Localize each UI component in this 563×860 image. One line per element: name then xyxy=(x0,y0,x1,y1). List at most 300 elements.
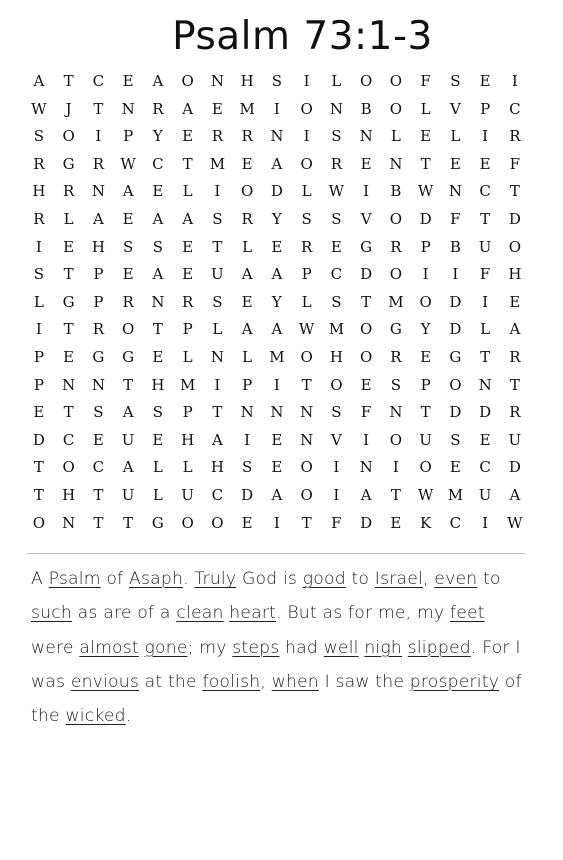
passage-text: . xyxy=(125,706,132,727)
grid-letter: R xyxy=(390,347,402,366)
grid-letter: S xyxy=(93,403,104,422)
grid-letter: D xyxy=(360,265,373,284)
passage-text: A xyxy=(31,569,49,589)
grid-letter: H xyxy=(210,458,224,477)
grid-letter: S xyxy=(331,403,342,422)
grid-letter: E xyxy=(122,265,134,284)
grid-letter: I xyxy=(363,430,370,449)
passage-text: I saw the xyxy=(318,671,410,692)
grid-letter: E xyxy=(152,182,164,201)
passage-text: . But as for me, my xyxy=(276,603,450,624)
grid-letter: T xyxy=(509,182,520,201)
grid-letter: C xyxy=(330,265,343,284)
grid-letter: R xyxy=(241,209,253,228)
passage-text: as are of a xyxy=(72,603,177,624)
grid-letter: I xyxy=(95,127,102,146)
grid-letter: I xyxy=(422,265,429,284)
search-word: well xyxy=(323,637,359,658)
grid-letter: L xyxy=(63,209,74,228)
search-word: steps xyxy=(232,637,280,658)
grid-letter: A xyxy=(509,320,521,339)
grid-letter: V xyxy=(449,99,461,118)
grid-letter: E xyxy=(92,430,104,449)
grid-letter: G xyxy=(389,320,402,339)
grid-letter: E xyxy=(241,292,253,311)
grid-letter: E xyxy=(241,154,253,173)
grid-letter: A xyxy=(271,320,283,339)
grid-letter: S xyxy=(331,209,342,228)
grid-letter: I xyxy=(273,99,280,118)
grid-letter: S xyxy=(301,209,312,228)
grid-letter: A xyxy=(152,265,164,284)
search-word: gone xyxy=(144,637,188,658)
scripture-passage xyxy=(31,562,531,733)
grid-letter: N xyxy=(91,375,105,394)
grid-letter: S xyxy=(241,458,253,477)
grid-letter: Y xyxy=(271,292,282,311)
grid-letter: K xyxy=(420,513,432,532)
grid-letter: E xyxy=(420,347,432,366)
grid-letter: E xyxy=(360,154,372,173)
grid-letter: I xyxy=(35,237,42,256)
grid-letter: C xyxy=(92,72,105,90)
grid-letter: W xyxy=(31,99,47,118)
grid-letter: L xyxy=(182,347,193,366)
grid-letter: I xyxy=(511,72,518,90)
grid-letter: I xyxy=(482,127,489,146)
grid-letter: A xyxy=(509,485,521,504)
grid-letter: T xyxy=(509,375,520,394)
grid-letter: O xyxy=(62,458,75,477)
grid-letter: O xyxy=(449,375,462,394)
grid-letter: O xyxy=(181,513,194,532)
grid-letter: A xyxy=(241,320,253,339)
grid-letter: L xyxy=(301,182,312,201)
grid-letter: P xyxy=(480,99,491,118)
grid-letter: I xyxy=(482,513,489,532)
grid-letter: E xyxy=(182,237,194,256)
grid-letter: T xyxy=(93,99,104,118)
grid-letter: O xyxy=(389,209,403,228)
grid-letter: C xyxy=(152,154,164,173)
passage-text: . xyxy=(183,569,195,589)
search-word: such xyxy=(31,603,72,624)
grid-letter: E xyxy=(122,72,134,90)
grid-letter: W xyxy=(417,485,434,504)
grid-letter: H xyxy=(329,347,343,366)
grid-letter: C xyxy=(92,458,105,477)
grid-letter: R xyxy=(92,320,105,339)
grid-letter: O xyxy=(419,292,432,311)
grid-letter: D xyxy=(449,320,462,339)
grid-letter: N xyxy=(359,127,373,146)
grid-letter: H xyxy=(151,375,165,394)
grid-letter: C xyxy=(479,182,491,201)
grid-letter: N xyxy=(270,403,284,422)
grid-letter: V xyxy=(360,209,372,228)
grid-letter: M xyxy=(447,485,464,504)
grid-letter: P xyxy=(420,237,431,256)
grid-letter: O xyxy=(359,347,373,366)
grid-letter: T xyxy=(480,347,491,366)
grid-letter: L xyxy=(420,99,431,118)
grid-letter: C xyxy=(449,513,462,532)
grid-letter: N xyxy=(389,154,403,173)
grid-letter: O xyxy=(300,458,313,477)
grid-letter: T xyxy=(63,403,74,422)
grid-letter: A xyxy=(271,485,283,504)
grid-letter: E xyxy=(390,513,402,532)
passage-text: , xyxy=(260,671,272,692)
passage-text: of the xyxy=(31,671,522,727)
grid-letter: R xyxy=(33,154,45,173)
grid-letter: U xyxy=(508,430,522,449)
grid-letter: S xyxy=(450,72,461,90)
grid-letter: T xyxy=(33,485,44,504)
grid-letter: I xyxy=(452,265,459,284)
grid-letter: J xyxy=(65,99,72,118)
grid-letter: E xyxy=(509,292,521,311)
grid-letter: R xyxy=(330,154,343,173)
grid-letter: F xyxy=(420,72,431,90)
grid-letter: D xyxy=(449,292,462,311)
grid-letter: O xyxy=(330,375,343,394)
passage-text: to xyxy=(345,569,375,589)
grid-letter: P xyxy=(93,292,104,311)
grid-letter: M xyxy=(328,320,345,339)
grid-letter: P xyxy=(33,347,44,366)
grid-letter: M xyxy=(239,99,255,118)
search-word: Truly xyxy=(194,569,237,589)
grid-letter: B xyxy=(449,237,461,256)
grid-letter: R xyxy=(300,237,313,256)
grid-letter: C xyxy=(509,99,521,118)
grid-letter: E xyxy=(152,347,164,366)
grid-letter: P xyxy=(182,320,193,339)
grid-letter: M xyxy=(209,154,226,173)
grid-letter: A xyxy=(241,265,253,284)
grid-letter: E xyxy=(211,99,223,118)
divider xyxy=(27,553,525,554)
grid-letter: T xyxy=(212,403,223,422)
search-word: envious xyxy=(70,671,139,692)
grid-letter: S xyxy=(122,237,134,256)
grid-letter: T xyxy=(152,320,163,339)
grid-letter: E xyxy=(63,347,75,366)
grid-letter: A xyxy=(360,485,372,504)
passage-text: had xyxy=(279,637,324,658)
grid-letter: D xyxy=(508,458,521,477)
grid-letter: A xyxy=(211,430,223,449)
grid-letter: S xyxy=(212,209,223,228)
grid-letter: C xyxy=(211,485,224,504)
grid-letter: E xyxy=(182,127,194,146)
grid-letter: B xyxy=(360,99,372,118)
word-search-grid xyxy=(24,68,530,537)
grid-letter: I xyxy=(333,458,340,477)
grid-letter: A xyxy=(182,99,194,118)
search-word: even xyxy=(434,569,478,589)
grid-letter: N xyxy=(448,182,462,201)
passage-text: at the xyxy=(139,671,203,692)
passage-text: ; my xyxy=(187,637,233,658)
grid-letter: T xyxy=(480,209,491,228)
grid-letter: S xyxy=(331,292,342,311)
grid-letter: E xyxy=(122,209,134,228)
grid-letter: G xyxy=(122,347,135,366)
grid-letter: O xyxy=(389,430,403,449)
grid-letter: U xyxy=(478,485,492,504)
grid-letter: D xyxy=(419,209,432,228)
grid-letter: A xyxy=(271,265,283,284)
grid-letter: D xyxy=(449,403,462,422)
passage-text: . For I was xyxy=(31,637,521,692)
page-title: Psalm 73:1-3 xyxy=(172,14,433,59)
grid-letter: W xyxy=(507,513,523,532)
grid-letter: E xyxy=(479,154,491,173)
grid-letter: E xyxy=(271,237,283,256)
grid-letter: O xyxy=(181,72,194,90)
grid-letter: Y xyxy=(271,209,282,228)
grid-letter: T xyxy=(182,154,193,173)
grid-letter: R xyxy=(509,127,521,146)
grid-letter: O xyxy=(300,99,313,118)
grid-letter: M xyxy=(388,292,404,311)
grid-letter: I xyxy=(303,127,310,146)
grid-letter: O xyxy=(121,320,135,339)
grid-letter: P xyxy=(123,127,134,146)
grid-letter: E xyxy=(241,513,253,532)
grid-letter: U xyxy=(211,265,224,284)
grid-letter: N xyxy=(210,347,224,366)
grid-letter: E xyxy=(271,430,283,449)
grid-letter: F xyxy=(360,403,372,422)
grid-letter: H xyxy=(62,485,76,504)
grid-letter: S xyxy=(33,127,45,146)
search-word: prosperity xyxy=(409,671,500,692)
grid-letter: G xyxy=(62,292,75,311)
grid-letter: H xyxy=(32,182,46,201)
grid-letter: A xyxy=(33,72,45,90)
grid-letter: I xyxy=(333,485,340,504)
grid-letter: L xyxy=(152,458,163,477)
grid-letter: T xyxy=(123,513,134,532)
grid-letter: U xyxy=(121,485,135,504)
grid-letter: E xyxy=(420,127,432,146)
grid-letter: P xyxy=(301,265,312,284)
grid-letter: A xyxy=(122,458,134,477)
grid-letter: A xyxy=(152,209,164,228)
passage-text: God is xyxy=(236,569,303,589)
grid-letter: G xyxy=(151,513,164,532)
grid-letter: B xyxy=(390,182,402,201)
grid-letter: C xyxy=(62,430,75,449)
grid-letter: L xyxy=(182,182,193,201)
grid-letter: L xyxy=(301,292,312,311)
grid-letter: N xyxy=(62,375,76,394)
search-word: slipped xyxy=(407,637,471,658)
grid-letter: E xyxy=(152,430,164,449)
search-word: feet xyxy=(449,603,485,624)
grid-letter: I xyxy=(214,375,221,394)
grid-letter: T xyxy=(361,292,372,311)
grid-letter: T xyxy=(63,265,74,284)
grid-letter: I xyxy=(214,182,221,201)
grid-letter: N xyxy=(359,458,373,477)
grid-letter: L xyxy=(242,347,253,366)
grid-letter: T xyxy=(212,237,223,256)
grid-letter: R xyxy=(152,99,164,118)
grid-letter: U xyxy=(181,485,194,504)
grid-letter: D xyxy=(270,182,283,201)
grid-letter: T xyxy=(301,375,312,394)
grid-letter: Y xyxy=(152,127,163,146)
grid-letter: N xyxy=(300,403,314,422)
grid-letter: N xyxy=(300,430,314,449)
passage-text: to xyxy=(477,569,501,589)
grid-letter: T xyxy=(63,72,74,90)
grid-letter: M xyxy=(269,347,285,366)
grid-letter: T xyxy=(390,485,401,504)
grid-letter: L xyxy=(33,292,44,311)
grid-letter: P xyxy=(33,375,44,394)
grid-letter: S xyxy=(152,403,164,422)
grid-letter: S xyxy=(152,237,164,256)
grid-letter: R xyxy=(241,127,253,146)
grid-letter: O xyxy=(389,265,403,284)
grid-letter: D xyxy=(508,209,521,228)
grid-letter: G xyxy=(449,347,462,366)
grid-letter: N xyxy=(478,375,492,394)
grid-letter: O xyxy=(300,485,313,504)
grid-letter: N xyxy=(270,127,284,146)
grid-letter: P xyxy=(93,265,104,284)
grid-letter: F xyxy=(331,513,342,532)
grid-letter: W xyxy=(120,154,136,173)
grid-letter: R xyxy=(509,403,521,422)
search-word: almost xyxy=(79,637,139,658)
search-word: Psalm xyxy=(48,569,101,589)
grid-letter: P xyxy=(242,375,253,394)
grid-letter: A xyxy=(271,154,283,173)
grid-letter: R xyxy=(390,237,402,256)
grid-letter: F xyxy=(479,265,491,284)
grid-letter: N xyxy=(62,513,76,532)
grid-letter: I xyxy=(35,320,42,339)
grid-letter: N xyxy=(210,72,224,90)
grid-letter: N xyxy=(389,403,403,422)
grid-letter: F xyxy=(509,154,521,173)
grid-letter: E xyxy=(182,265,194,284)
grid-letter: Y xyxy=(420,320,431,339)
grid-letter: T xyxy=(93,513,104,532)
grid-letter: F xyxy=(450,209,461,228)
grid-letter: R xyxy=(509,347,521,366)
grid-letter: T xyxy=(33,458,44,477)
grid-letter: U xyxy=(419,430,432,449)
grid-letter: H xyxy=(508,265,522,284)
grid-letter: W xyxy=(298,320,315,339)
grid-letter: P xyxy=(420,375,431,394)
grid-letter: C xyxy=(479,458,491,477)
grid-letter: M xyxy=(179,375,196,394)
grid-letter: U xyxy=(478,237,492,256)
grid-letter: I xyxy=(363,182,370,201)
grid-letter: T xyxy=(123,375,134,394)
grid-letter: O xyxy=(300,347,313,366)
grid-letter: R xyxy=(122,292,134,311)
grid-letter: L xyxy=(152,485,163,504)
grid-letter: S xyxy=(33,265,45,284)
grid-letter: A xyxy=(92,209,104,228)
search-word: wicked xyxy=(65,706,126,727)
grid-letter: E xyxy=(63,237,75,256)
grid-letter: S xyxy=(271,72,283,90)
search-word: heart xyxy=(229,603,277,624)
grid-letter: N xyxy=(240,403,254,422)
grid-letter: G xyxy=(92,347,105,366)
grid-letter: N xyxy=(151,292,165,311)
grid-letter: D xyxy=(241,485,254,504)
grid-letter: E xyxy=(360,375,372,394)
grid-letter: A xyxy=(182,209,194,228)
grid-letter: I xyxy=(392,458,399,477)
grid-letter: O xyxy=(508,237,522,256)
grid-letter: L xyxy=(480,320,491,339)
grid-letter: W xyxy=(417,182,434,201)
grid-letter: A xyxy=(152,72,164,90)
passage-text: were xyxy=(31,637,80,658)
grid-letter: G xyxy=(360,237,373,256)
search-word: clean xyxy=(176,603,224,624)
grid-letter: H xyxy=(181,430,195,449)
grid-letter: H xyxy=(91,237,105,256)
grid-letter: O xyxy=(389,99,403,118)
grid-letter: D xyxy=(360,513,373,532)
grid-letter: O xyxy=(211,513,224,532)
grid-letter: R xyxy=(181,292,194,311)
grid-letter: W xyxy=(328,182,345,201)
grid-letter: S xyxy=(212,292,223,311)
grid-letter: S xyxy=(390,375,402,394)
grid-letter: O xyxy=(62,127,75,146)
grid-letter: R xyxy=(62,182,75,201)
search-word: nigh xyxy=(364,637,402,658)
grid-letter: S xyxy=(331,127,342,146)
search-word: foolish xyxy=(202,671,261,692)
search-word: Asaph xyxy=(129,569,184,589)
grid-letter: O xyxy=(32,513,46,532)
grid-letter: I xyxy=(303,72,310,90)
grid-letter: O xyxy=(240,182,254,201)
grid-letter: T xyxy=(420,154,431,173)
grid-letter: E xyxy=(479,72,491,90)
grid-letter: T xyxy=(420,403,431,422)
grid-letter: I xyxy=(244,430,251,449)
grid-letter: D xyxy=(32,430,45,449)
grid-letter: E xyxy=(33,403,45,422)
grid-letter: L xyxy=(450,127,461,146)
search-word: good xyxy=(302,569,346,589)
search-word: Israel xyxy=(374,569,423,589)
grid-letter: U xyxy=(121,430,135,449)
grid-letter: R xyxy=(33,209,45,228)
grid-letter: S xyxy=(450,430,461,449)
grid-letter: O xyxy=(389,72,403,90)
grid-letter: R xyxy=(211,127,224,146)
grid-letter: L xyxy=(390,127,401,146)
grid-letter: L xyxy=(331,72,342,90)
